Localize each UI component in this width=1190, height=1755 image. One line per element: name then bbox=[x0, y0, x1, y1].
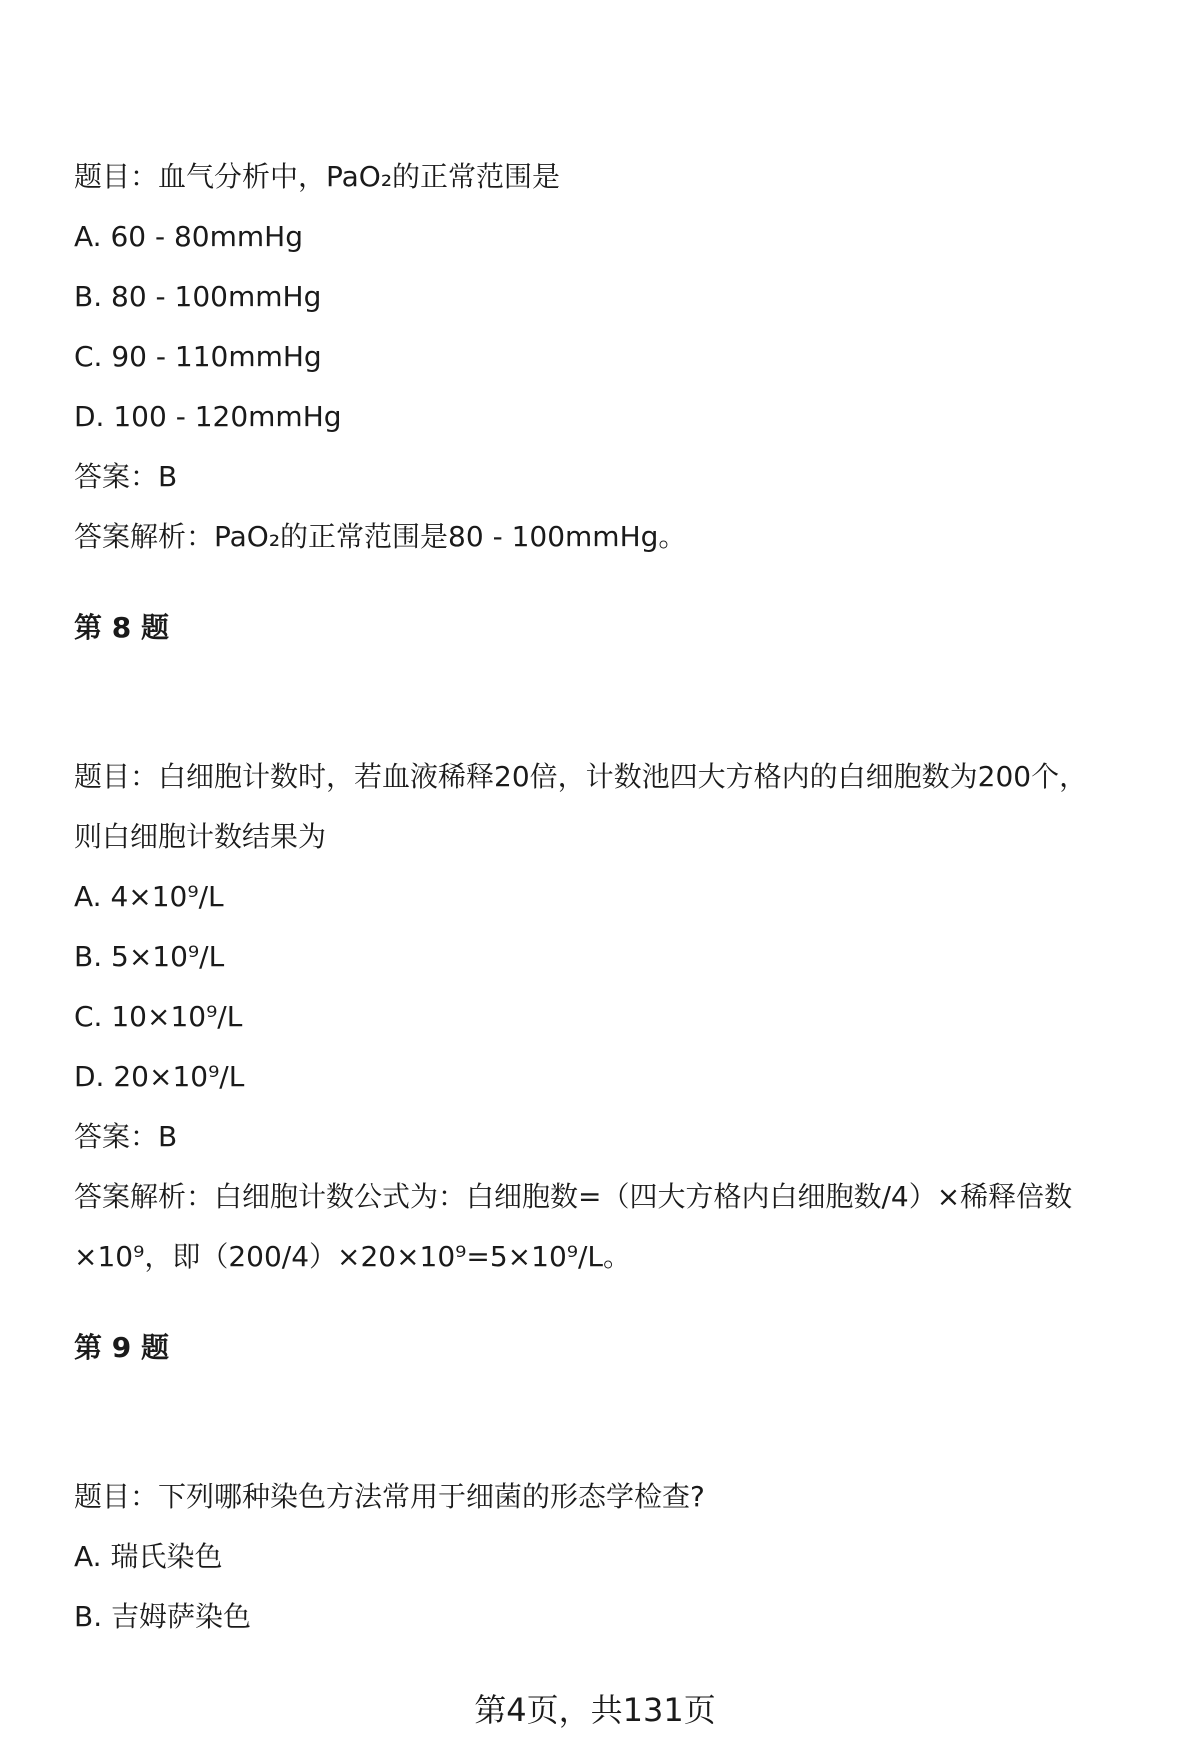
q7-stem: 题目：血气分析中，PaO₂的正常范围是 bbox=[74, 160, 561, 193]
q9-stem: 题目：下列哪种染色方法常用于细菌的形态学检查? bbox=[74, 1480, 705, 1513]
q7-option-d: D. 100 - 120mmHg bbox=[74, 400, 342, 433]
q7-answer: 答案：B bbox=[74, 460, 178, 493]
q7-explanation: 答案解析：PaO₂的正常范围是80 - 100mmHg。 bbox=[74, 520, 687, 553]
q7-option-c: C. 90 - 110mmHg bbox=[74, 340, 322, 373]
q8-option-c: C. 10×10⁹/L bbox=[74, 1000, 243, 1033]
q8-option-a: A. 4×10⁹/L bbox=[74, 880, 224, 913]
q8-heading: 第 8 题 bbox=[74, 611, 169, 644]
q8-stem-line2: 则白细胞计数结果为 bbox=[74, 820, 327, 853]
q8-stem-line1: 题目：白细胞计数时，若血液稀释20倍，计数池四大方格内的白细胞数为200个， bbox=[74, 760, 1088, 793]
q9-option-b: B. 吉姆萨染色 bbox=[74, 1600, 252, 1633]
q9-heading: 第 9 题 bbox=[74, 1331, 169, 1364]
q8-explanation-line2: ×10⁹，即（200/4）×20×10⁹=5×10⁹/L。 bbox=[74, 1240, 632, 1273]
q9-option-a: A. 瑞氏染色 bbox=[74, 1540, 223, 1573]
q8-option-b: B. 5×10⁹/L bbox=[74, 940, 225, 973]
q8-explanation-line1: 答案解析：白细胞计数公式为：白细胞数=（四大方格内白细胞数/4）×稀释倍数 bbox=[74, 1180, 1073, 1213]
q8-answer: 答案：B bbox=[74, 1120, 178, 1153]
page-number-footer: 第4页，共131页 bbox=[474, 1691, 716, 1729]
q8-option-d: D. 20×10⁹/L bbox=[74, 1060, 245, 1093]
q7-option-a: A. 60 - 80mmHg bbox=[74, 220, 304, 253]
q7-option-b: B. 80 - 100mmHg bbox=[74, 280, 322, 313]
